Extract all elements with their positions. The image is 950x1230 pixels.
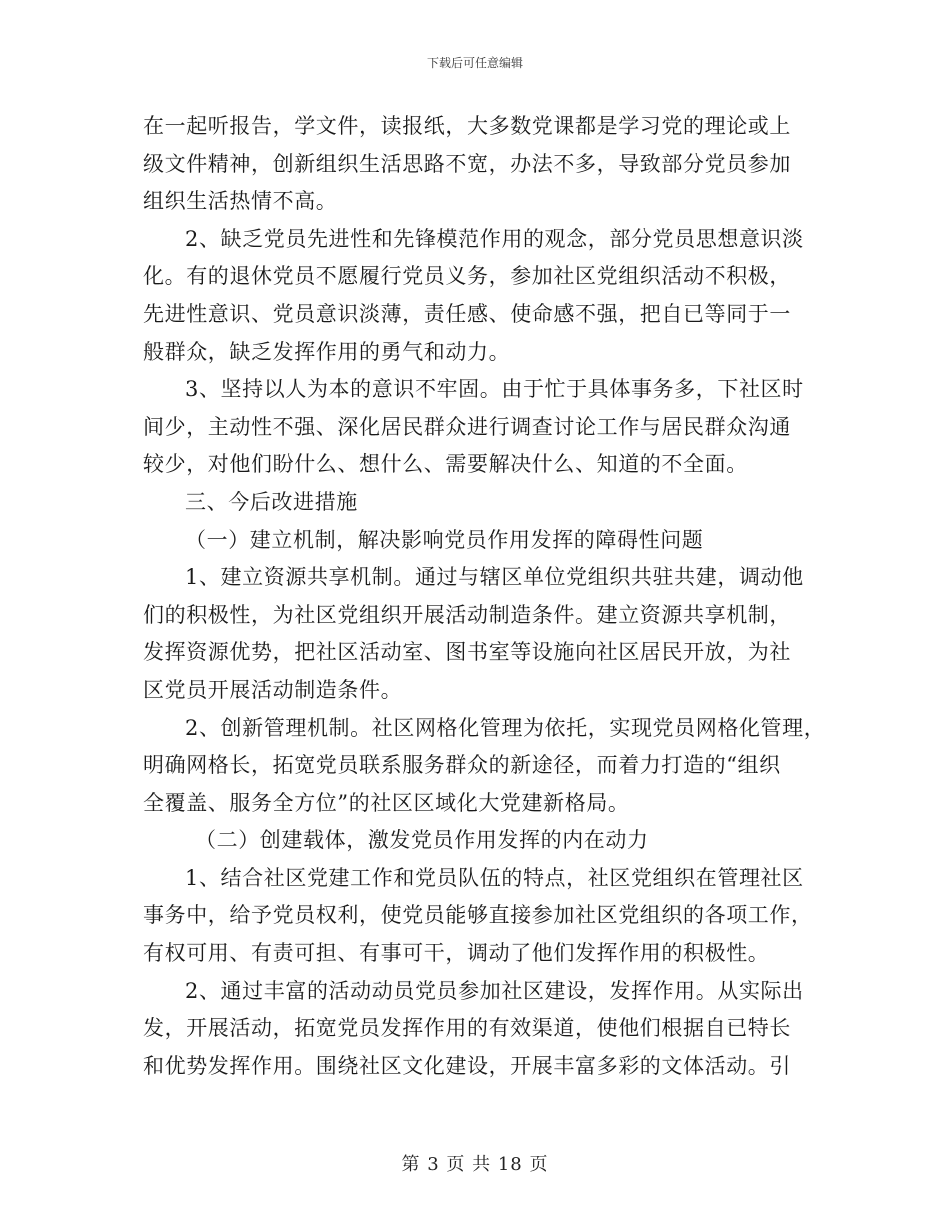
body-line: 1、建立资源共享机制。通过与辖区单位党组织共驻共建，调动他 bbox=[185, 565, 804, 590]
body-line: 和优势发挥作用。围绕社区文化建设，开展丰富多彩的文体活动。引 bbox=[143, 1053, 791, 1078]
body-line: 1、结合社区党建工作和党员队伍的特点，社区党组织在管理社区 bbox=[185, 865, 804, 890]
body-line: 区党员开展活动制造条件。 bbox=[143, 677, 403, 702]
body-line: 明确网格长，拓宽党员联系服务群众的新途径，而着力打造的“组织 bbox=[143, 753, 781, 778]
body-line: 发挥资源优势，把社区活动室、图书室等设施向社区居民开放，为社 bbox=[143, 640, 791, 665]
subsection-heading: （二）创建载体，激发党员作用发挥的内在动力 bbox=[195, 828, 649, 853]
body-line: 在一起听报告，学文件，读报纸，大多数党课都是学习党的理论或上 bbox=[143, 114, 791, 138]
body-line: 们的积极性，为社区党组织开展活动制造条件。建立资源共享机制， bbox=[143, 602, 791, 627]
section-heading: 三、今后改进措施 bbox=[185, 489, 358, 514]
page-number: 第 3 页 共 18 页 bbox=[401, 1154, 549, 1175]
body-line: 级文件精神，创新组织生活思路不宽，办法不多，导致部分党员参加 bbox=[143, 151, 791, 176]
body-line: 2、创新管理机制。社区网格化管理为依托，实现党员网格化管理， bbox=[185, 715, 826, 740]
body-line: 2、通过丰富的活动动员党员参加社区建设，发挥作用。从实际出 bbox=[185, 978, 804, 1003]
body-line: 事务中，给予党员权利，使党员能够直接参加社区党组织的各项工作， bbox=[143, 903, 813, 928]
body-line: 有权可用、有责可担、有事可干，调动了他们发挥作用的积极性。 bbox=[143, 941, 770, 966]
body-line: 化。有的退休党员不愿履行党员义务，参加社区党组织活动不积极， bbox=[143, 264, 791, 289]
body-line: 组织生活热情不高。 bbox=[143, 189, 338, 214]
body-line: 间少，主动性不强、深化居民群众进行调查讨论工作与居民群众沟通 bbox=[143, 414, 791, 439]
body-line: 3、坚持以人为本的意识不牢固。由于忙于具体事务多，下社区时 bbox=[185, 377, 804, 402]
body-line: 2、缺乏党员先进性和先锋模范作用的观念，部分党员思想意识淡 bbox=[185, 226, 804, 251]
document-body bbox=[143, 108, 826, 1085]
body-line: 较少，对他们盼什么、想什么、需要解决什么、知道的不全面。 bbox=[143, 452, 748, 477]
body-line: 发，开展活动，拓宽党员发挥作用的有效渠道，使他们根据自已特长 bbox=[143, 1016, 791, 1041]
body-line: 全覆盖、服务全方位”的社区区域化大党建新格局。 bbox=[143, 790, 630, 815]
page-header: 下载后可任意编辑 bbox=[426, 56, 523, 70]
body-line: 般群众，缺乏发挥作用的勇气和动力。 bbox=[143, 339, 511, 364]
body-line: 先进性意识、党员意识淡薄，责任感、使命感不强，把自已等同于一 bbox=[143, 301, 791, 326]
subsection-heading: （一）建立机制，解决影响党员作用发挥的障碍性问题 bbox=[185, 527, 704, 552]
